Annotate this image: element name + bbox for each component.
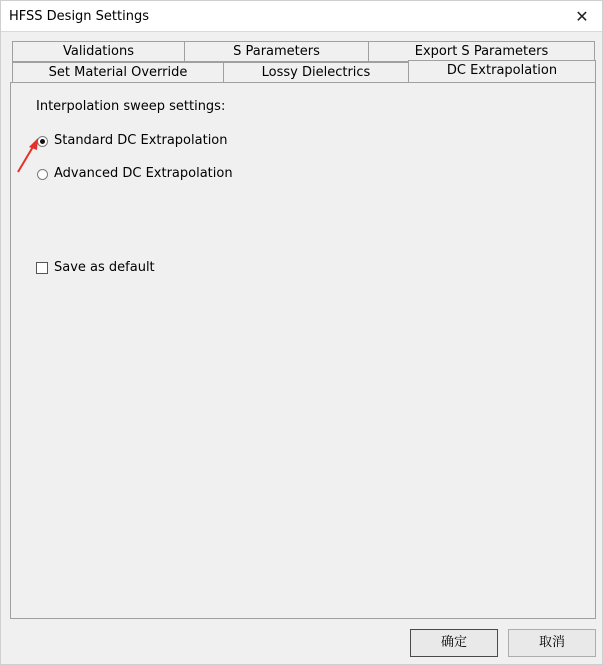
section-label: Interpolation sweep settings: xyxy=(36,99,226,114)
tab-label: Lossy Dielectrics xyxy=(261,65,371,80)
tab-label: Set Material Override xyxy=(48,65,188,80)
tab-set-material-override[interactable] xyxy=(12,62,224,83)
save-default-checkbox[interactable] xyxy=(36,262,48,274)
standard-dc-label[interactable]: Standard DC Extrapolation xyxy=(54,133,228,148)
cancel-button[interactable]: 取消 xyxy=(508,629,596,657)
tab-label: Export S Parameters xyxy=(414,44,549,59)
tab-validations[interactable] xyxy=(12,41,185,62)
close-icon[interactable]: ✕ xyxy=(575,7,589,26)
advanced-dc-label[interactable]: Advanced DC Extrapolation xyxy=(54,166,233,181)
window-title: HFSS Design Settings xyxy=(9,9,149,24)
tab-label: S Parameters xyxy=(233,44,320,59)
tab-label: Validations xyxy=(63,44,134,59)
tab-s-parameters[interactable] xyxy=(184,41,369,62)
save-default-label[interactable]: Save as default xyxy=(54,260,155,275)
tab-lossy-dielectrics[interactable] xyxy=(223,62,409,83)
annotation-arrow-icon xyxy=(15,135,45,175)
tab-label: DC Extrapolation xyxy=(446,63,558,78)
tab-export-s-parameters[interactable] xyxy=(368,41,595,62)
tab-panel xyxy=(10,82,596,619)
title-bar xyxy=(1,1,602,32)
ok-button[interactable]: 确定 xyxy=(410,629,498,657)
tab-dc-extrapolation[interactable] xyxy=(408,60,596,82)
